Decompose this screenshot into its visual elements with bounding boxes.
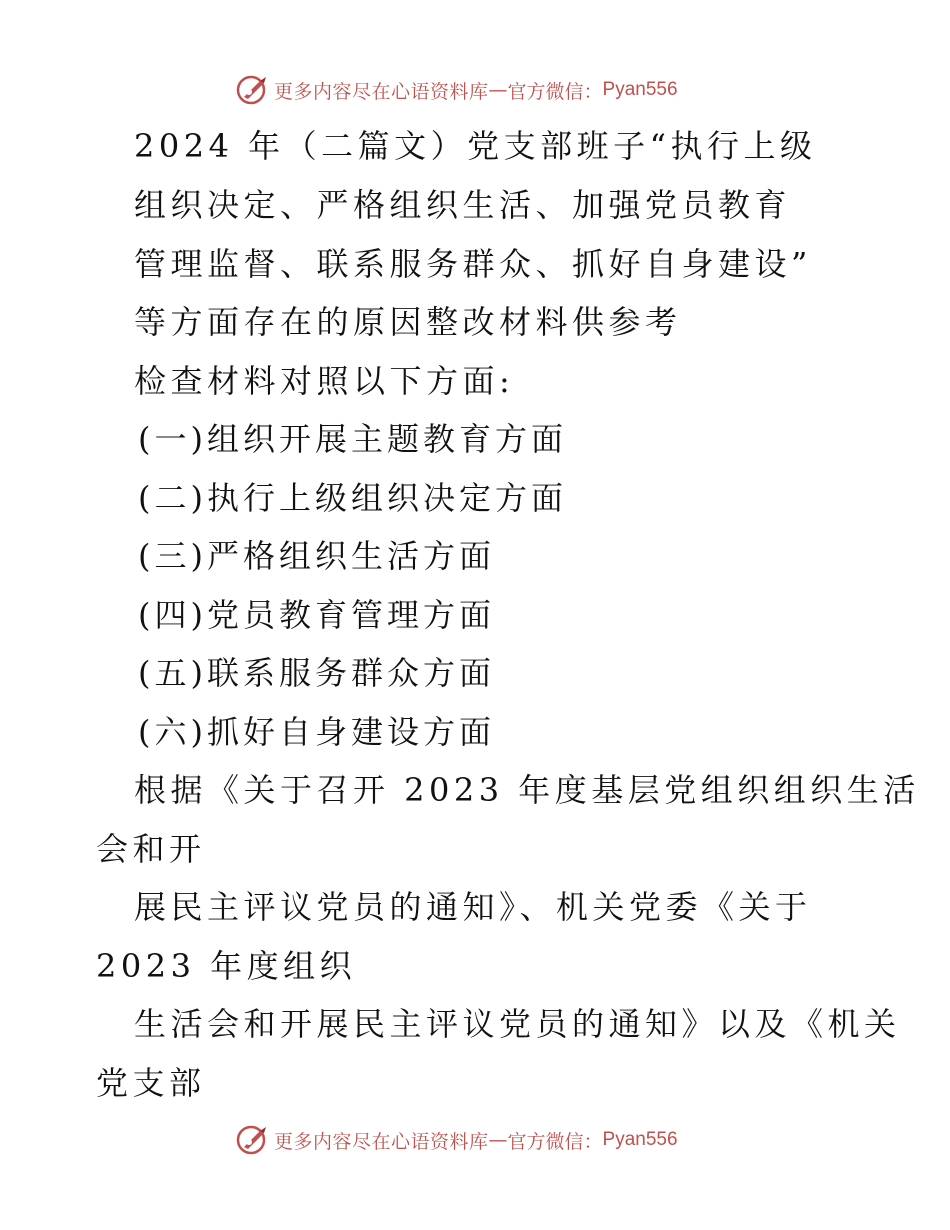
watermark-wechat-label: 官方微信： <box>507 1130 603 1153</box>
aspect-item-4: (四)党员教育管理方面 <box>138 596 495 634</box>
logo-icon <box>236 1123 270 1157</box>
watermark-text: 更多内容尽在心语资料库 <box>274 1130 489 1153</box>
title-line-4: 等方面存在的原因整改材料供参考 <box>134 303 682 341</box>
title-line-2: 组织决定、严格组织生活、加强党员教育 <box>134 186 792 224</box>
aspect-item-1: (一)组织开展主题教育方面 <box>138 420 567 458</box>
watermark-text: 更多内容尽在心语资料库 <box>274 80 489 103</box>
watermark-wechat-id: Pyan556 <box>602 1129 678 1150</box>
aspect-item-6: (六)抓好自身建设方面 <box>138 713 495 751</box>
body-line-2: 会和开 <box>96 830 206 868</box>
title-line-3: 管理监督、联系服务群众、抓好自身建设” <box>134 245 812 283</box>
aspect-item-3: (三)严格组织生活方面 <box>138 537 495 575</box>
body-line-1: 根据《关于召开 2023 年度基层党组织组织生活 <box>134 771 920 809</box>
body-line-6: 党支部 <box>96 1064 206 1102</box>
logo-icon <box>236 73 270 107</box>
body-line-4: 2023 年度组织 <box>96 947 357 985</box>
header-watermark <box>236 72 716 108</box>
watermark-separator: — <box>488 79 508 101</box>
body-line-3: 展民主评议党员的通知》、机关党委《关于 <box>134 888 812 926</box>
title-line-1: 2024 年（二篇文）党支部班子“执行上级 <box>134 127 817 165</box>
intro-line: 检查材料对照以下方面: <box>134 362 515 400</box>
watermark-wechat-label: 官方微信： <box>507 80 603 103</box>
aspect-item-2: (二)执行上级组织决定方面 <box>138 479 567 517</box>
watermark-wechat-id: Pyan556 <box>602 79 678 100</box>
aspect-item-5: (五)联系服务群众方面 <box>138 654 495 692</box>
watermark-separator: — <box>488 1129 508 1151</box>
body-line-5: 生活会和开展民主评议党员的通知》以及《机关 <box>134 1005 901 1043</box>
footer-watermark <box>236 1122 716 1158</box>
